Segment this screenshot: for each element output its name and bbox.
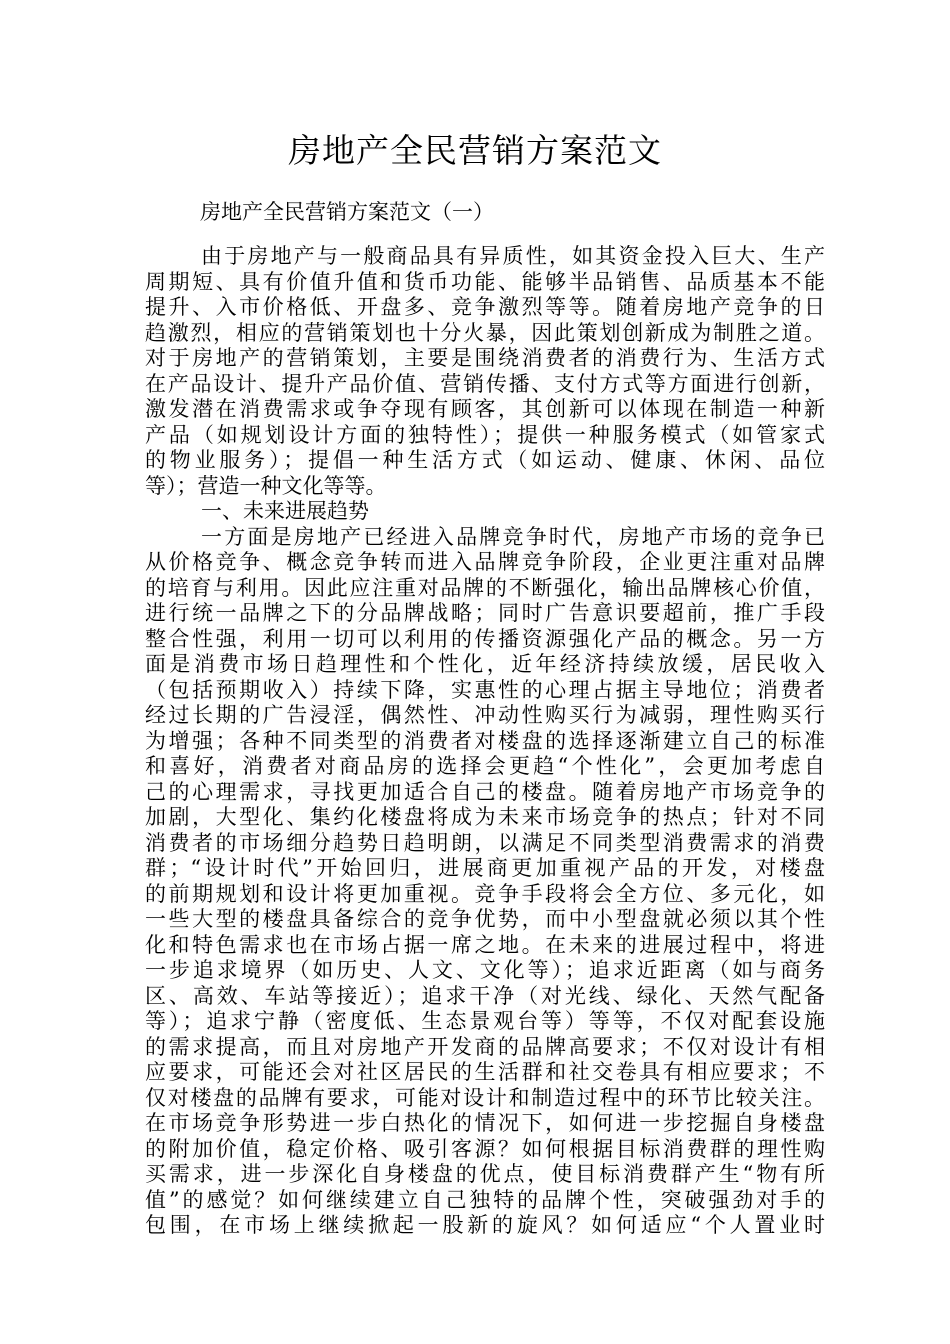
body-text-line: 买需求，进一步深化自身楼盘的优点，使目标消费群产生“物有所 bbox=[145, 1162, 825, 1186]
body-text-line: 一些大型的楼盘具备综合的竞争优势，而中小型盘就必须以其个性 bbox=[145, 907, 825, 931]
body-text-line: 从价格竞争、概念竞争转而进入品牌竞争阶段，企业更注重对品牌 bbox=[145, 550, 825, 574]
body-text-line: 消费者的市场细分趋势日趋明朗，以满足不同类型消费需求的消费 bbox=[145, 830, 825, 855]
body-text-line: 一、未来进展趋势 bbox=[201, 499, 369, 523]
body-text-line: 在市场竞争形势进一步白热化的情况下，如何进一步挖掘自身楼盘 bbox=[145, 1111, 825, 1135]
document-subtitle: 房地产全民营销方案范文（一） bbox=[200, 200, 494, 224]
body-text-line: 己的心理需求，寻找更加适合自己的楼盘。随着房地产市场竞争的 bbox=[145, 779, 825, 804]
body-text-line: （包括预期收入）持续下降，实惠性的心理占据主导地位；消费者 bbox=[145, 677, 825, 702]
body-text-line: 包围，在市场上继续掀起一股新的旋风？如何适应“个人置业时 bbox=[145, 1213, 825, 1237]
document-body bbox=[145, 244, 825, 1239]
body-text-line: 一步追求境界（如历史、人文、文化等）；追求近距离（如与商务 bbox=[145, 958, 825, 982]
body-text-line: 等）；营造一种文化等等。 bbox=[145, 473, 387, 498]
body-text-line: 整合性强，利用一切可以利用的传播资源强化产品的概念。另一方 bbox=[145, 626, 825, 651]
body-text-line: 产品（如规划设计方面的独特性）；提供一种服务模式（如管家式 bbox=[145, 422, 825, 447]
body-text-line: 进行统一品牌之下的分品牌战略；同时广告意识要超前，推广手段 bbox=[145, 601, 825, 625]
body-text-line: 应要求，可能还会对社区居民的生活群和社交卷具有相应要求；不 bbox=[145, 1060, 825, 1084]
body-text-line: 在产品设计、提升产品价值、营销传播、支付方式等方面进行创新， bbox=[145, 371, 825, 396]
body-text-line: 经过长期的广告浸淫，偶然性、冲动性购买行为减弱，理性购买行 bbox=[145, 703, 825, 727]
body-text-line: 提升、入市价格低、开盘多、竞争激烈等等。随着房地产竞争的日 bbox=[145, 295, 825, 319]
body-text-line: 等）；追求宁静（密度低、生态景观台等）等等，不仅对配套设施 bbox=[145, 1009, 825, 1033]
body-text-line: 为增强；各种不同类型的消费者对楼盘的选择逐渐建立自己的标准 bbox=[145, 728, 825, 753]
body-text-line: 周期短、具有价值升值和货币功能、能够半品销售、品质基本不能 bbox=[145, 269, 825, 294]
body-text-line: 加剧，大型化、集约化楼盘将成为未来市场竞争的热点；针对不同 bbox=[145, 805, 825, 829]
body-text-line: 值”的感觉？如何继续建立自己独特的品牌个性，突破强劲对手的 bbox=[145, 1187, 825, 1212]
body-text-line: 仅对楼盘的品牌有要求，可能对设计和制造过程中的环节比较关注。 bbox=[145, 1085, 825, 1110]
document-title: 房地产全民营销方案范文 bbox=[288, 131, 662, 170]
body-text-line: 激发潜在消费需求或争夺现有顾客，其创新可以体现在制造一种新 bbox=[145, 397, 825, 421]
body-text-line: 的培育与利用。因此应注重对品牌的不断强化，输出品牌核心价值， bbox=[145, 575, 825, 600]
body-text-line: 的前期规划和设计将更加重视。竞争手段将会全方位、多元化，如 bbox=[145, 881, 825, 906]
body-text-line: 对于房地产的营销策划，主要是围绕消费者的消费行为、生活方式 bbox=[145, 346, 825, 370]
body-text-line: 由于房地产与一般商品具有异质性，如其资金投入巨大、生产 bbox=[201, 244, 825, 268]
body-text-line: 和喜好，消费者对商品房的选择会更趋“个性化”，会更加考虑自 bbox=[145, 754, 825, 778]
body-text-line: 化和特色需求也在市场占据一席之地。在未来的进展过程中，将进 bbox=[145, 932, 825, 957]
body-text-line: 的物业服务）；提倡一种生活方式（如运动、健康、休闲、品位 bbox=[145, 448, 825, 472]
body-text-line: 趋激烈，相应的营销策划也十分火暴，因此策划创新成为制胜之道。 bbox=[145, 320, 825, 345]
body-text-line: 区、高效、车站等接近）；追求干净（对光线、绿化、天然气配备 bbox=[145, 983, 825, 1008]
body-text-line: 群；“设计时代”开始回归，进展商更加重视产品的开发，对楼盘 bbox=[145, 856, 825, 880]
body-text-line: 一方面是房地产已经进入品牌竞争时代，房地产市场的竞争已 bbox=[201, 524, 825, 549]
body-text-line: 的附加价值，稳定价格、吸引客源？如何根据目标消费群的理性购 bbox=[145, 1136, 825, 1161]
body-text-line: 面是消费市场日趋理性和个性化，近年经济持续放缓，居民收入 bbox=[145, 652, 825, 676]
body-text-line: 的需求提高，而且对房地产开发商的品牌高要求；不仅对设计有相 bbox=[145, 1034, 825, 1059]
